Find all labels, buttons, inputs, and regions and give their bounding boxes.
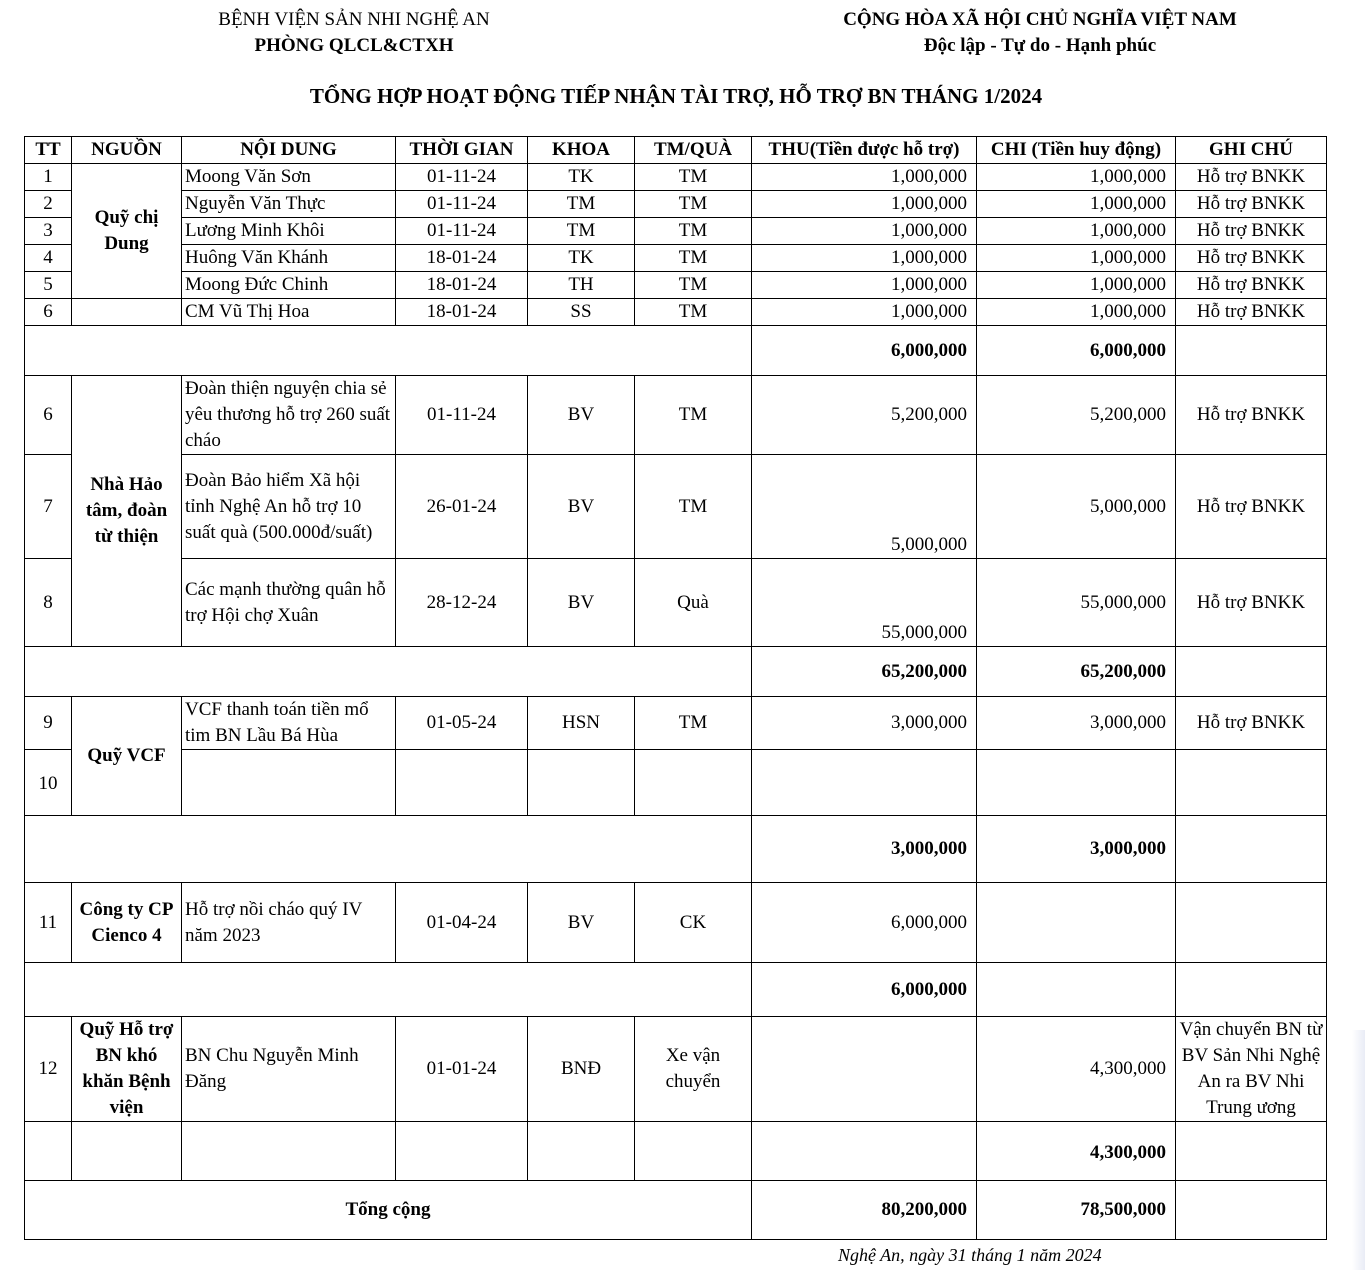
total-thu: 80,200,000	[752, 1181, 977, 1240]
table-row	[25, 245, 1327, 272]
row-dept: HSN	[528, 697, 635, 750]
subtotal-thu: 6,000,000	[752, 326, 977, 376]
subtotal-label	[25, 963, 752, 1017]
row-chi: 3,000,000	[977, 697, 1176, 750]
row-time: 01-04-24	[396, 883, 528, 963]
row-time: 28-12-24	[396, 559, 528, 647]
row-chi: 4,300,000	[977, 1017, 1176, 1122]
row-chi: 5,000,000	[977, 455, 1176, 559]
row-time: 18-01-24	[396, 272, 528, 299]
row-content	[182, 750, 396, 816]
row-dept: BV	[528, 455, 635, 559]
row-tt: 4	[25, 245, 72, 272]
row-type: TM	[635, 455, 752, 559]
row-time: 01-11-24	[396, 191, 528, 218]
col-note: GHI CHÚ	[1176, 137, 1327, 164]
row-note: Vận chuyển BN từ BV Sản Nhi Nghệ An ra BV Nhi Trung ương	[1176, 1017, 1327, 1122]
row-note: Hỗ trợ BNKK	[1176, 245, 1327, 272]
row-tt: 11	[25, 883, 72, 963]
row-chi: 55,000,000	[977, 559, 1176, 647]
row-thu: 1,000,000	[752, 218, 977, 245]
row-tt: 10	[25, 750, 72, 816]
row-time: 01-11-24	[396, 218, 528, 245]
source-cell: Nhà Hảo tâm, đoàn từ thiện	[72, 376, 182, 647]
source-cell: Quỹ Hỗ trợ BN khó khăn Bệnh viện	[72, 1017, 182, 1122]
row-content: Các mạnh thường quân hỗ trợ Hội chợ Xuân	[182, 559, 396, 647]
row-thu: 6,000,000	[752, 883, 977, 963]
country-name: CỘNG HÒA XÃ HỘI CHỦ NGHĨA VIỆT NAM	[843, 9, 1237, 30]
row-thu: 5,000,000	[752, 455, 977, 559]
row-tt: 12	[25, 1017, 72, 1122]
row-chi: 1,000,000	[977, 164, 1176, 191]
row-note: Hỗ trợ BNKK	[1176, 191, 1327, 218]
subtotal-chi: 4,300,000	[977, 1122, 1176, 1181]
row-content: Đoàn Bảo hiểm Xã hội tỉnh Nghệ An hỗ trợ 10 suất quà (500.000đ/suất)	[182, 455, 396, 559]
row-note: Hỗ trợ BNKK	[1176, 272, 1327, 299]
total-note	[1176, 1181, 1327, 1240]
row-time: 01-05-24	[396, 697, 528, 750]
row-chi: 5,200,000	[977, 376, 1176, 455]
row-tt: 3	[25, 218, 72, 245]
row-dept: TM	[528, 218, 635, 245]
row-tt: 5	[25, 272, 72, 299]
row-note: Hỗ trợ BNKK	[1176, 299, 1327, 326]
row-dept: BV	[528, 559, 635, 647]
col-content: NỘI DUNG	[182, 137, 396, 164]
header-right	[800, 7, 1280, 59]
header-row	[25, 137, 1327, 164]
row-type: TM	[635, 191, 752, 218]
row-dept: TK	[528, 245, 635, 272]
table-row	[25, 164, 1327, 191]
table-row	[25, 376, 1327, 455]
row-thu: 1,000,000	[752, 191, 977, 218]
subtotal-note	[1176, 326, 1327, 376]
department-name: PHÒNG QLCL&CTXH	[254, 35, 454, 56]
source-cell-empty	[72, 299, 182, 326]
row-note: Hỗ trợ BNKK	[1176, 218, 1327, 245]
empty-cell	[25, 1122, 72, 1181]
subtotal-note	[1176, 1122, 1327, 1181]
row-content: BN Chu Nguyễn Minh Đăng	[182, 1017, 396, 1122]
row-type: Quà	[635, 559, 752, 647]
row-dept: TM	[528, 191, 635, 218]
subtotal-row	[25, 963, 1327, 1017]
row-thu: 1,000,000	[752, 272, 977, 299]
subtotal-thu: 3,000,000	[752, 816, 977, 883]
total-row	[25, 1181, 1327, 1240]
row-thu: 3,000,000	[752, 697, 977, 750]
subtotal-thu: 6,000,000	[752, 963, 977, 1017]
row-tt: 8	[25, 559, 72, 647]
row-note: Hỗ trợ BNKK	[1176, 697, 1327, 750]
row-tt: 1	[25, 164, 72, 191]
row-chi: 1,000,000	[977, 299, 1176, 326]
row-content: Hỗ trợ nồi cháo quý IV năm 2023	[182, 883, 396, 963]
subtotal-chi: 65,200,000	[977, 647, 1176, 697]
row-thu: 55,000,000	[752, 559, 977, 647]
row-type: TM	[635, 272, 752, 299]
row-time: 26-01-24	[396, 455, 528, 559]
row-tt: 6	[25, 299, 72, 326]
table-row	[25, 559, 1327, 647]
row-content: Huông Văn Khánh	[182, 245, 396, 272]
row-type: TM	[635, 299, 752, 326]
row-chi	[977, 750, 1176, 816]
col-dept: KHOA	[528, 137, 635, 164]
source-cell: Công ty CP Cienco 4	[72, 883, 182, 963]
row-note: Hỗ trợ BNKK	[1176, 559, 1327, 647]
row-content: VCF thanh toán tiền mổ tim BN Lầu Bá Hùa	[182, 697, 396, 750]
row-tt: 9	[25, 697, 72, 750]
subtotal-thu	[752, 1122, 977, 1181]
row-time: 01-11-24	[396, 164, 528, 191]
footer-date: Nghệ An, ngày 31 tháng 1 năm 2024	[838, 1245, 1102, 1265]
empty-cell	[635, 1122, 752, 1181]
row-note: Hỗ trợ BNKK	[1176, 164, 1327, 191]
row-content: Moong Đức Chinh	[182, 272, 396, 299]
subtotal-row	[25, 326, 1327, 376]
subtotal-note	[1176, 963, 1327, 1017]
row-thu	[752, 750, 977, 816]
row-type: TM	[635, 164, 752, 191]
table-row	[25, 750, 1327, 816]
total-label: Tổng cộng	[25, 1181, 752, 1240]
table-row	[25, 455, 1327, 559]
row-type: Xe vận chuyển	[635, 1017, 752, 1122]
col-thu: THU(Tiền được hỗ trợ)	[752, 137, 977, 164]
row-thu: 1,000,000	[752, 164, 977, 191]
report-title: TỔNG HỢP HOẠT ĐỘNG TIẾP NHẬN TÀI TRỢ, HỖ TRỢ BN THÁNG 1/2024	[309, 84, 1043, 108]
table-row	[25, 299, 1327, 326]
row-content: Moong Văn Sơn	[182, 164, 396, 191]
subtotal-note	[1176, 816, 1327, 883]
total-chi: 78,500,000	[977, 1181, 1176, 1240]
subtotal-thu: 65,200,000	[752, 647, 977, 697]
row-tt: 2	[25, 191, 72, 218]
row-note	[1176, 883, 1327, 963]
row-dept: TK	[528, 164, 635, 191]
row-thu: 1,000,000	[752, 299, 977, 326]
col-time: THỜI GIAN	[396, 137, 528, 164]
national-motto: Độc lập - Tự do - Hạnh phúc	[923, 35, 1157, 56]
table-row	[25, 218, 1327, 245]
row-type: TM	[635, 218, 752, 245]
row-thu: 5,200,000	[752, 376, 977, 455]
row-type: CK	[635, 883, 752, 963]
subtotal-chi: 3,000,000	[977, 816, 1176, 883]
row-type: TM	[635, 697, 752, 750]
row-tt: 6	[25, 376, 72, 455]
row-content: Lương Minh Khôi	[182, 218, 396, 245]
row-type: TM	[635, 376, 752, 455]
row-type	[635, 750, 752, 816]
subtotal-row	[25, 647, 1327, 697]
table-row	[25, 697, 1327, 750]
row-dept: BV	[528, 376, 635, 455]
col-tt: TT	[25, 137, 72, 164]
col-chi: CHI (Tiền huy động)	[977, 137, 1176, 164]
empty-cell	[72, 1122, 182, 1181]
row-content: CM Vũ Thị Hoa	[182, 299, 396, 326]
empty-cell	[528, 1122, 635, 1181]
row-tt: 7	[25, 455, 72, 559]
subtotal-row	[25, 1122, 1327, 1181]
row-dept: TH	[528, 272, 635, 299]
table-row	[25, 883, 1327, 963]
row-dept: BV	[528, 883, 635, 963]
source-cell: Quỹ chị Dung	[72, 164, 182, 299]
row-time: 01-11-24	[396, 376, 528, 455]
col-type: TM/QUÀ	[635, 137, 752, 164]
row-chi: 1,000,000	[977, 272, 1176, 299]
row-type: TM	[635, 245, 752, 272]
row-thu: 1,000,000	[752, 245, 977, 272]
row-chi: 1,000,000	[977, 245, 1176, 272]
col-source: NGUỒN	[72, 137, 182, 164]
row-dept	[528, 750, 635, 816]
row-content: Nguyễn Văn Thực	[182, 191, 396, 218]
row-chi: 1,000,000	[977, 218, 1176, 245]
row-thu	[752, 1017, 977, 1122]
row-time: 18-01-24	[396, 245, 528, 272]
row-note: Hỗ trợ BNKK	[1176, 376, 1327, 455]
hospital-name: BỆNH VIỆN SẢN NHI NGHỆ AN	[218, 9, 490, 30]
source-cell: Quỹ VCF	[72, 697, 182, 816]
empty-cell	[182, 1122, 396, 1181]
empty-cell	[396, 1122, 528, 1181]
sponsorship-table	[24, 136, 1327, 1240]
subtotal-label	[25, 816, 752, 883]
table-row	[25, 1017, 1327, 1122]
row-note: Hỗ trợ BNKK	[1176, 455, 1327, 559]
row-content: Đoàn thiện nguyện chia sẻ yêu thương hỗ trợ 260 suất cháo	[182, 376, 396, 455]
row-time	[396, 750, 528, 816]
subtotal-chi	[977, 963, 1176, 1017]
subtotal-chi: 6,000,000	[977, 326, 1176, 376]
row-dept: SS	[528, 299, 635, 326]
table-row	[25, 272, 1327, 299]
table-row	[25, 191, 1327, 218]
row-time: 18-01-24	[396, 299, 528, 326]
row-chi	[977, 883, 1176, 963]
row-chi: 1,000,000	[977, 191, 1176, 218]
subtotal-row	[25, 816, 1327, 883]
subtotal-label	[25, 647, 752, 697]
row-note	[1176, 750, 1327, 816]
subtotal-label	[25, 326, 752, 376]
row-dept: BNĐ	[528, 1017, 635, 1122]
edge-shadow	[1352, 1030, 1365, 1270]
header-left	[150, 7, 558, 59]
subtotal-note	[1176, 647, 1327, 697]
row-time: 01-01-24	[396, 1017, 528, 1122]
